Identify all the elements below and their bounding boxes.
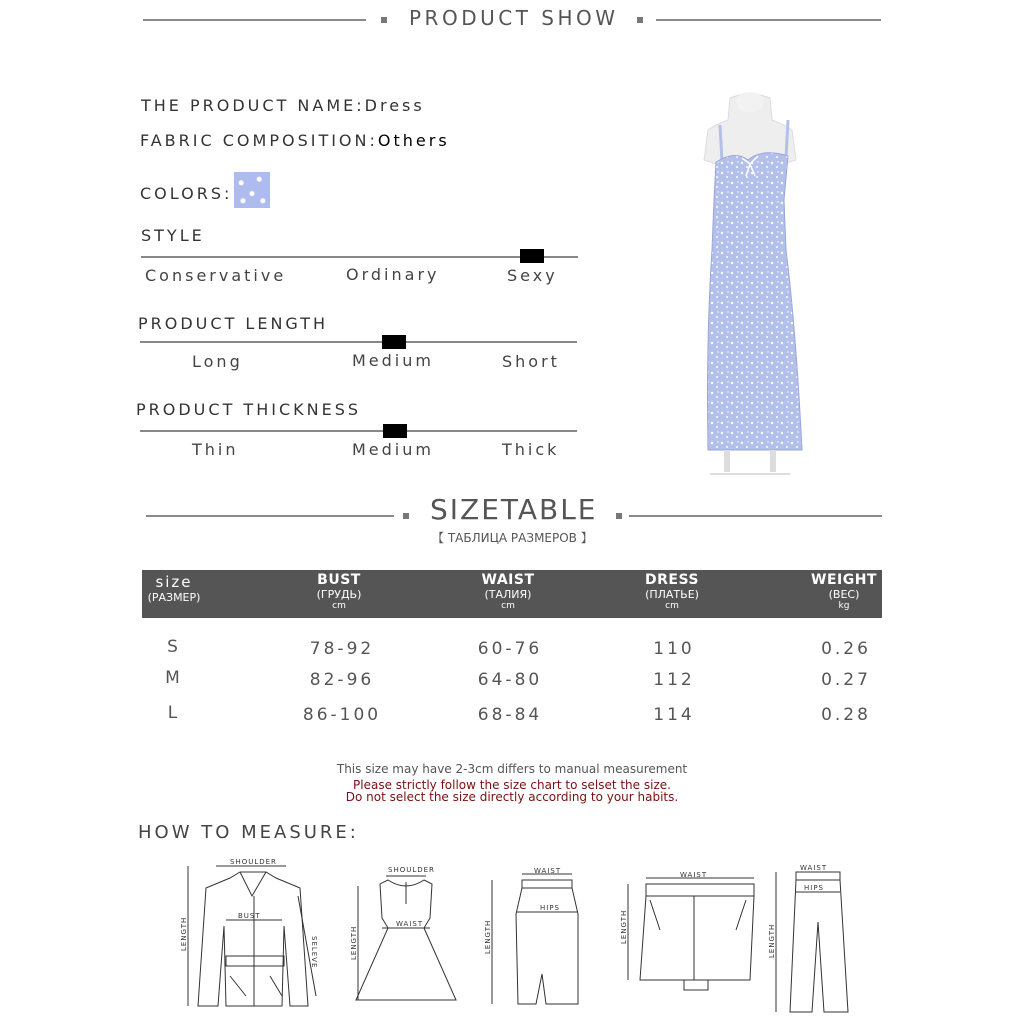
how-to-measure-title: HOW TO MEASURE: — [138, 822, 359, 843]
note-warning-2: Do not select the size directly according to your habits. — [345, 790, 679, 804]
length-label: PRODUCT LENGTH — [138, 314, 329, 333]
fabric-composition — [140, 131, 450, 150]
thickness-option-thick: Thick — [502, 440, 560, 459]
cell-waist: 68-84 — [477, 705, 543, 725]
page-title: PRODUCT SHOW — [409, 6, 619, 30]
style-label: STYLE — [141, 226, 205, 245]
style-option-sexy: Sexy — [507, 266, 558, 285]
cell-waist: 64-80 — [477, 670, 543, 690]
cell-weight: 0.27 — [821, 670, 871, 690]
trousers-waist-label: WAIST — [800, 864, 828, 872]
col-waist — [443, 572, 573, 611]
header-rule-left — [143, 19, 366, 21]
cell-size: M — [165, 668, 183, 688]
col-weight — [779, 572, 909, 611]
sizetable-rule-left — [146, 515, 394, 517]
jacket-length-label: LENGTH — [180, 916, 188, 951]
colors-label: COLORS: — [140, 184, 233, 203]
product-name — [141, 96, 425, 115]
skirt-diagram — [482, 864, 592, 1020]
style-option-conservative: Conservative — [145, 266, 287, 285]
jacket-shoulder-label: SHOULDER — [230, 858, 277, 866]
col-bust-ru: (ГРУДЬ) — [316, 588, 362, 601]
header-rule-right — [656, 19, 881, 21]
style-marker — [520, 249, 544, 263]
jacket-sleeve-label: SELEVE — [310, 936, 318, 969]
mini-skirt-waist-label: WAIST — [680, 871, 708, 879]
product-name-label: THE PRODUCT NAME: — [141, 96, 365, 115]
col-bust-unit: cm — [332, 601, 346, 611]
skirt-length-label: LENGTH — [484, 919, 492, 954]
length-option-medium: Medium — [352, 351, 434, 370]
col-size-main: size — [155, 573, 193, 591]
cell-dress: 114 — [653, 705, 695, 725]
trousers-diagram — [766, 862, 866, 1022]
col-weight-main: WEIGHT — [811, 572, 877, 588]
cell-size: L — [167, 703, 181, 723]
length-option-short: Short — [502, 352, 560, 371]
cell-bust: 86-100 — [302, 705, 382, 725]
col-dress-unit: cm — [665, 601, 679, 611]
thickness-option-thin: Thin — [192, 440, 239, 459]
cell-dress: 112 — [653, 670, 695, 690]
length-marker — [382, 335, 406, 349]
cell-waist: 60-76 — [477, 639, 543, 659]
col-weight-unit: kg — [838, 601, 850, 611]
col-dress-ru: (ПЛАТЬЕ) — [645, 588, 699, 601]
col-dress-main: DRESS — [644, 572, 699, 588]
note-measurement: This size may have 2-3cm differs to manual measurement — [336, 762, 688, 776]
jacket-bust-label: BUST — [238, 912, 261, 920]
dress-length-label: LENGTH — [350, 925, 358, 960]
length-option-long: Long — [192, 352, 243, 371]
skirt-waist-label: WAIST — [534, 867, 562, 875]
dress-shoulder-label: SHOULDER — [388, 866, 435, 874]
style-scale-line — [141, 256, 578, 258]
col-bust-main: BUST — [317, 572, 361, 588]
col-size-ru: (РАЗМЕР) — [147, 591, 201, 604]
thickness-label: PRODUCT THICKNESS — [136, 400, 361, 419]
thickness-option-medium: Medium — [352, 440, 434, 459]
jacket-diagram — [180, 856, 330, 1016]
sizetable-title: SIZETABLE — [430, 493, 598, 526]
dress-diagram — [346, 860, 466, 1020]
style-option-ordinary: Ordinary — [346, 265, 440, 284]
length-scale-line — [140, 341, 577, 343]
mini-skirt-diagram — [614, 870, 764, 1000]
col-waist-main: WAIST — [481, 572, 535, 588]
cell-weight: 0.26 — [821, 639, 871, 659]
cell-size: S — [167, 637, 181, 657]
trousers-hips-label: HIPS — [804, 884, 824, 892]
sizetable-dot-left — [403, 513, 409, 519]
col-waist-unit: cm — [501, 601, 515, 611]
fabric-label: FABRIC COMPOSITION: — [140, 131, 378, 150]
cell-bust: 82-96 — [309, 670, 375, 690]
col-weight-ru: (ВЕС) — [828, 588, 860, 601]
cell-dress: 110 — [653, 639, 695, 659]
sizetable-subtitle: 【 ТАБЛИЦА РАЗМЕРОВ 】 — [432, 531, 593, 545]
thickness-scale-line — [140, 430, 577, 432]
thickness-marker — [383, 424, 407, 438]
color-swatch[interactable] — [234, 172, 270, 208]
fabric-value: Others — [377, 131, 450, 150]
cell-bust: 78-92 — [309, 639, 375, 659]
skirt-hips-label: HIPS — [540, 904, 560, 912]
product-image — [680, 90, 820, 480]
cell-weight: 0.28 — [821, 705, 871, 725]
dress-waist-label: WAIST — [396, 920, 424, 928]
trousers-length-label: LENGTH — [768, 923, 776, 958]
sizetable-dot-right — [616, 513, 622, 519]
note-warning-1: Please strictly follow the size chart to selset the size. — [353, 778, 671, 792]
col-waist-ru: (ТАЛИЯ) — [484, 588, 532, 601]
product-name-value: Dress — [364, 96, 425, 115]
col-dress — [607, 572, 737, 611]
sizetable-header — [142, 570, 882, 618]
col-size — [109, 573, 239, 604]
header-dot-right — [637, 17, 643, 23]
mini-skirt-length-label: LENGTH — [620, 909, 628, 944]
header-dot-left — [381, 17, 387, 23]
sizetable-rule-right — [629, 515, 882, 517]
col-bust — [274, 572, 404, 611]
